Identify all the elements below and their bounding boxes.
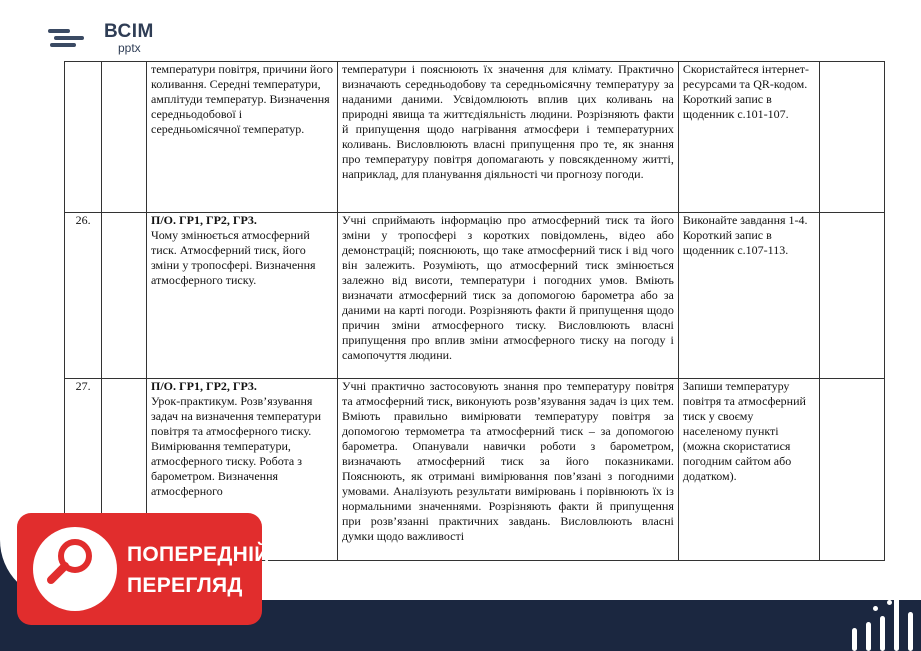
- magnifier-icon: [45, 535, 97, 587]
- topic-text: температури повітря, причини його коливання. Середні температури, амплітуди температур. Визначення середньодобової і середньомісячної температур.: [150, 62, 333, 136]
- decorative-bars-icon: [848, 582, 918, 651]
- date-cell: [101, 213, 146, 379]
- table-row: [65, 213, 885, 379]
- lesson-number: 27.: [65, 379, 102, 561]
- logo-lines-icon: [48, 23, 98, 53]
- note-cell: [820, 213, 885, 379]
- topic-groups: П/О. ГР1, ГР2, ГР3.: [150, 213, 257, 227]
- homework-cell: Запиши температуру повітря та атмосферний тиск у своєму населеному пункті (можна скористатися погодним сайтом або додатком).: [678, 379, 819, 561]
- note-cell: [820, 379, 885, 561]
- topic-text: Урок-практикум. Розв’язування задач на визначення температури повітря та атмосферного тиску. Вимірювання температури, атмосферного тиску. Робота з барометром. Визначення атмосферного: [150, 394, 322, 498]
- logo-sub-text: pptx: [118, 41, 141, 55]
- lesson-number: [65, 62, 102, 213]
- badge-line1: ПОПЕРЕДНІЙ: [127, 543, 270, 566]
- topic-cell: [146, 62, 337, 213]
- site-logo[interactable]: [48, 22, 154, 54]
- homework-cell: Скористайтеся інтернет-ресурсами та QR-кодом. Короткий запис в щоденник с.101-107.: [678, 62, 819, 213]
- homework-cell: Виконайте завдання 1-4. Короткий запис в щоденник с.107-113.: [678, 213, 819, 379]
- activity-cell: температури і пояснюють їх значення для клімату. Практично визначають середньодобову та середньомісячну температуру за наданими даними. Усвідомлюють вплив цих коливань на природні явища та життєдіяльність людини. Розрізняють факти й припущення щодо нагрівання атмосфери і температурних коливань. Висловлюють власні припущення про те, як знання про температуру повітря допомагають у повсякденному житті, наприклад, для планування діяльності чи прогнозу погоди.: [337, 62, 678, 213]
- lesson-number: 26.: [65, 213, 102, 379]
- activity-cell: Учні практично застосовують знання про температуру повітря та атмосферний тиск, виконують розв’язування задач із цих тем. Вміють правильно вимірювати температуру повітря за допомогою термометра та атмосферний тиск – за допомогою барометра. Опанували навички роботи з барометром, визначають атмосферний тиск за його показниками. Пояснюють, як отримані вимірювання пов’язані з погодними умовами. Аналізують результати вимірювань і порівнюють їх із нормальними значеннями. Розрізняють факти й припущення при розв’язанні практичних завдань. Висловлюють власні думки щодо важливості: [337, 379, 678, 561]
- topic-text: Чому змінюється атмосферний тиск. Атмосферний тиск, його зміни у тропосфері. Визначення атмосферного тиску.: [150, 228, 316, 287]
- activity-cell: Учні сприймають інформацію про атмосферний тиск та його зміни у тропосфері з коротких повідомлень, відео або демонстрацій; пояснюють, що таке атмосферний тиск і від чого він залежить. Розуміють, що атмосферний тиск змінюється залежно від висоти, температури і погодних умов. Вміють визначати атмосферний тиск за допомогою барометра або за даними на карті погоди. Розрізняють факти й припущення щодо причин зміни атмосферного тиску. Висловлюють власні припущення про вплив зміни атмосферного тиску на погоду і самопочуття людини.: [337, 213, 678, 379]
- note-cell: [820, 62, 885, 213]
- date-cell: [101, 62, 146, 213]
- badge-line2: ПЕРЕГЛЯД: [127, 574, 243, 597]
- topic-groups: П/О. ГР1, ГР2, ГР3.: [150, 379, 257, 393]
- lesson-plan-table: [64, 61, 885, 561]
- topic-cell: [146, 213, 337, 379]
- preview-badge[interactable]: [17, 513, 270, 625]
- logo-main-text: ВСІМ: [104, 21, 154, 42]
- table-row: [65, 62, 885, 213]
